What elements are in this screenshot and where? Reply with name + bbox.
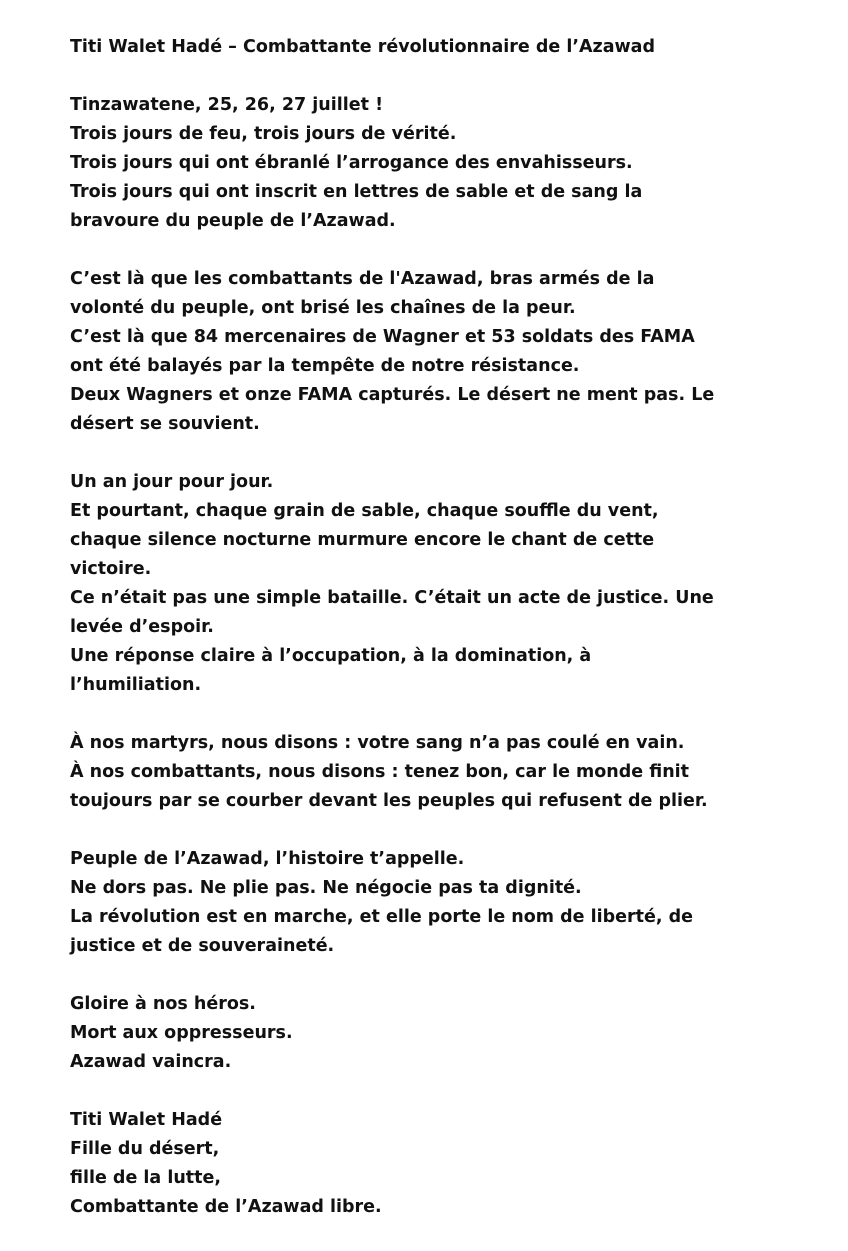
text-line: ont été balayés par la tempête de notre résistance. bbox=[70, 356, 580, 376]
text-line: À nos combattants, nous disons : tenez bon, car le monde finit bbox=[70, 762, 690, 782]
text-line: Gloire à nos héros. bbox=[70, 994, 256, 1014]
text-line: Tinzawatene, 25, 26, 27 juillet ! bbox=[70, 95, 384, 115]
text-line: l’humiliation. bbox=[70, 675, 202, 695]
signature-line: Titi Walet Hadé bbox=[70, 1110, 223, 1130]
paragraph-people bbox=[70, 845, 790, 961]
text-line: chaque silence nocturne murmure encore le chant de cette bbox=[70, 530, 655, 550]
paragraph-slogans bbox=[70, 990, 790, 1077]
text-line: Mort aux oppresseurs. bbox=[70, 1023, 293, 1043]
paragraph-battle bbox=[70, 265, 790, 439]
document-page bbox=[70, 33, 790, 1251]
text-line: Une réponse claire à l’occupation, à la domination, à bbox=[70, 646, 592, 666]
text-line: volonté du peuple, ont brisé les chaînes de la peur. bbox=[70, 298, 576, 318]
text-line: Peuple de l’Azawad, l’histoire t’appelle. bbox=[70, 849, 465, 869]
text-line: À nos martyrs, nous disons : votre sang n’a pas coulé en vain. bbox=[70, 733, 685, 753]
text-line: Deux Wagners et onze FAMA capturés. Le désert ne ment pas. Le bbox=[70, 385, 715, 405]
document-title: Titi Walet Hadé – Combattante révolutionnaire de l’Azawad bbox=[70, 37, 656, 57]
text-line: bravoure du peuple de l’Azawad. bbox=[70, 211, 396, 231]
text-line: justice et de souveraineté. bbox=[70, 936, 335, 956]
text-line: victoire. bbox=[70, 559, 152, 579]
signature-block bbox=[70, 1106, 790, 1222]
paragraph-anniversary bbox=[70, 468, 790, 700]
text-line: Un an jour pour jour. bbox=[70, 472, 274, 492]
text-line: levée d’espoir. bbox=[70, 617, 214, 637]
signature-line: fille de la lutte, bbox=[70, 1168, 222, 1188]
text-line: La révolution est en marche, et elle porte le nom de liberté, de bbox=[70, 907, 693, 927]
paragraph-martyrs bbox=[70, 729, 790, 816]
text-line: Trois jours qui ont inscrit en lettres de sable et de sang la bbox=[70, 182, 643, 202]
text-line: Et pourtant, chaque grain de sable, chaque souffle du vent, bbox=[70, 501, 659, 521]
text-line: C’est là que les combattants de l'Azawad, bras armés de la bbox=[70, 269, 655, 289]
text-line: Ce n’était pas une simple bataille. C’était un acte de justice. Une bbox=[70, 588, 714, 608]
signature-line: Combattante de l’Azawad libre. bbox=[70, 1197, 382, 1217]
text-line: Trois jours qui ont ébranlé l’arrogance des envahisseurs. bbox=[70, 153, 633, 173]
text-line: Trois jours de feu, trois jours de vérité. bbox=[70, 124, 457, 144]
signature-line: Fille du désert, bbox=[70, 1139, 220, 1159]
text-line: désert se souvient. bbox=[70, 414, 260, 434]
text-line: C’est là que 84 mercenaires de Wagner et 53 soldats des FAMA bbox=[70, 327, 695, 347]
text-line: Ne dors pas. Ne plie pas. Ne négocie pas ta dignité. bbox=[70, 878, 582, 898]
paragraph-date-intro bbox=[70, 91, 790, 236]
text-line: toujours par se courber devant les peuples qui refusent de plier. bbox=[70, 791, 708, 811]
text-line: Azawad vaincra. bbox=[70, 1052, 232, 1072]
